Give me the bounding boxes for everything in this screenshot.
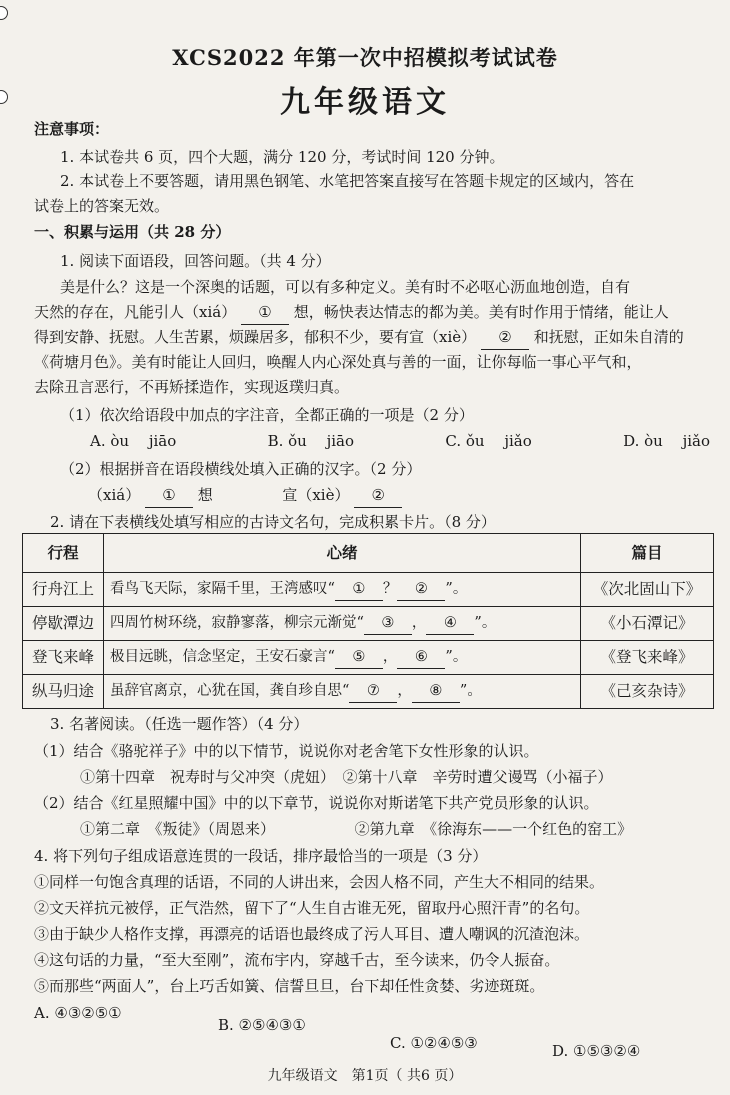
table-blank[interactable]: ③ (364, 612, 412, 635)
punch-hole-top (0, 6, 8, 20)
q3-sub2: （2）结合《红星照耀中国》中的以下章节，说说你对斯诺笔下共产党员形象的认识。 (34, 794, 599, 812)
trip-cell: 登飞来峰 (23, 641, 104, 675)
q3-stem: 3. 名著阅读。（任选一题作答）（4 分） (50, 715, 309, 733)
table-header-row (23, 534, 714, 573)
q1-stem: 1. 阅读下面语段，回答问题。（共 4 分） (60, 252, 331, 270)
trip-cell: 行舟江上 (23, 573, 104, 607)
subject-title: 九年级语文 (280, 85, 450, 120)
option-d[interactable]: D. òu jiǎo (623, 432, 710, 450)
q4-sentence: ③由于缺少人格作支撑，再漂亮的话语也最终成了污人耳目、遭人嘲讽的沉渣泡沫。 (34, 925, 590, 943)
passage-text: 天然的存在，凡能引人（xiá） (34, 303, 237, 321)
q4-option-d[interactable]: D. ①⑤③②④ (552, 1042, 641, 1060)
table-blank[interactable]: ② (397, 578, 445, 601)
mood-text: ？ (382, 580, 398, 597)
passage-line-1: 美是什么？这是一个深奥的话题，可以有多种定义。美有时不必呕心沥血地创造，自有 (60, 278, 631, 296)
q2-stem: 2. 请在下表横线处填写相应的古诗文名句，完成积累卡片。（8 分） (50, 513, 496, 531)
table-blank[interactable]: ① (335, 578, 383, 601)
q4-sentence: ④这句话的力量，“至大至刚”，流布宇内，穿越千古，至今读来，仍令人振奋。 (34, 951, 560, 969)
notice-heading: 注意事项： (34, 120, 110, 138)
q4-sentence: ⑤而那些“两面人”，台上巧舌如簧、信誓旦旦，台下却任性贪婪、劣迹斑斑。 (34, 977, 545, 995)
q4-option-c[interactable]: C. ①②④⑤③ (390, 1034, 478, 1052)
notice-item-1: 1. 本试卷共 6 页，四个大题，满分 120 分，考试时间 120 分钟。 (60, 148, 505, 166)
mood-text: 极目远眺，信念坚定，王安石豪言“ (110, 648, 335, 665)
table-blank[interactable]: ④ (426, 612, 474, 635)
fill-blank-2[interactable]: ② (354, 484, 402, 508)
q3-sub2-items (80, 818, 712, 841)
mood-text: 虽辞官离京，心犹在国，龚自珍自思“ (110, 682, 350, 699)
q4-sentence: ①同样一句饱含真理的话语，不同的人讲出来，会因人格不同，产生大不相同的结果。 (34, 873, 605, 891)
q3-sub1: （1）结合《骆驼祥子》中的以下情节，说说你对老舍笔下女性形象的认识。 (34, 742, 539, 760)
table-row (23, 641, 714, 675)
header-trip: 行程 (23, 534, 104, 573)
table-blank[interactable]: ⑥ (397, 646, 445, 669)
mood-cell (104, 573, 581, 607)
q4-stem: 4. 将下列句子组成语意连贯的一段话，排序最恰当的一项是（3 分） (34, 847, 488, 865)
blank-1[interactable]: ① (241, 301, 289, 325)
table-blank[interactable]: ⑧ (412, 680, 460, 703)
fill-a-suffix: 想 (197, 486, 213, 504)
table-row (23, 607, 714, 641)
accumulation-card-table (22, 533, 714, 709)
q3-sub2-item-1: ①第二章 《叛徒》（周恩来） (80, 820, 276, 838)
notice-item-3: 试卷上的答案无效。 (34, 197, 170, 215)
passage-line-3 (34, 326, 712, 350)
header-title: 篇目 (581, 534, 714, 573)
q1-options (90, 430, 710, 453)
mood-text: ， (382, 648, 398, 665)
title-cell: 《次北固山下》 (581, 573, 714, 607)
passage-text: 得到安静、抚慰。人生苦累，烦躁居多，郁积不少，要有宣（xiè） (34, 328, 477, 346)
passage-line-2 (34, 301, 712, 325)
q4-option-a[interactable]: A. ④③②⑤① (34, 1004, 122, 1022)
header-mood: 心绪 (104, 534, 581, 573)
mood-cell (104, 675, 581, 709)
q4-sentence: ②文天祥抗元被俘，正气浩然，留下了“人生自古谁无死，留取丹心照汗青”的名句。 (34, 899, 590, 917)
mood-text: ， (397, 682, 412, 699)
table-row (23, 675, 714, 709)
q1-sub1: （1）依次给语段中加点的字注音，全都正确的一项是（2 分） (60, 406, 474, 424)
table-blank[interactable]: ⑦ (349, 680, 397, 703)
passage-line-4: 《荷塘月色》。美有时能让人回归，唤醒人内心深处真与善的一面，让你每临一事心平气和， (34, 353, 642, 371)
table-row (23, 573, 714, 607)
mood-text: ”。 (474, 614, 497, 631)
trip-cell: 纵马归途 (23, 675, 104, 709)
q1-sub2: （2）根据拼音在语段横线处填入正确的汉字。（2 分） (60, 460, 422, 478)
mood-text: 看鸟飞天际，家隔千里，王湾感叹“ (110, 580, 335, 597)
exam-title: XCS2022 年第一次中招模拟考试试卷 (172, 45, 558, 70)
fill-b-prefix: 宣（xiè） (282, 486, 350, 504)
fill-a-prefix: （xiá） (88, 486, 141, 504)
option-c[interactable]: C. ǒu jiǎo (445, 432, 532, 450)
trip-cell: 停歇潭边 (23, 607, 104, 641)
option-b[interactable]: B. ǒu jiāo (267, 432, 355, 450)
passage-line-5: 去除丑言恶行，不再矫揉造作，实现返璞归真。 (34, 378, 350, 396)
q1-fill-line (88, 484, 712, 508)
blank-2[interactable]: ② (481, 326, 529, 350)
table-blank[interactable]: ⑤ (335, 646, 383, 669)
title-cell: 《己亥杂诗》 (581, 675, 714, 709)
mood-text: ， (411, 614, 427, 631)
mood-text: ”。 (459, 682, 482, 699)
mood-text: ”。 (445, 648, 468, 665)
title-cell: 《登飞来峰》 (581, 641, 714, 675)
section-heading: 一、积累与运用（共 28 分） (34, 223, 231, 241)
mood-text: ”。 (445, 580, 468, 597)
passage-text: 想，畅快表达情志的都为美。美有时作用于情绪，能让人 (293, 303, 669, 321)
mood-cell (104, 607, 581, 641)
mood-text: 四周竹树环绕，寂静寥落，柳宗元渐觉“ (110, 614, 364, 631)
page-footer: 九年级语文 第1页（ 共6 页） (267, 1068, 463, 1084)
notice-item-2: 2. 本试卷上不要答题，请用黑色钢笔、水笔把答案直接写在答题卡规定的区域内，答在 (60, 172, 635, 190)
title-cell: 《小石潭记》 (581, 607, 714, 641)
q4-option-b[interactable]: B. ②⑤④③① (218, 1016, 306, 1034)
fill-blank-1[interactable]: ① (145, 484, 193, 508)
passage-text: 和抚慰，正如朱自清的 (533, 328, 684, 346)
mood-cell (104, 641, 581, 675)
q3-sub1-items: ①第十四章 祝寿时与父冲突（虎妞） ②第十八章 辛劳时遭父谩骂（小福子） (80, 768, 613, 786)
option-a[interactable]: A. òu jiāo (90, 432, 177, 450)
q3-sub2-item-2: ②第九章 《徐海东——一个红色的窑工》 (354, 820, 633, 838)
